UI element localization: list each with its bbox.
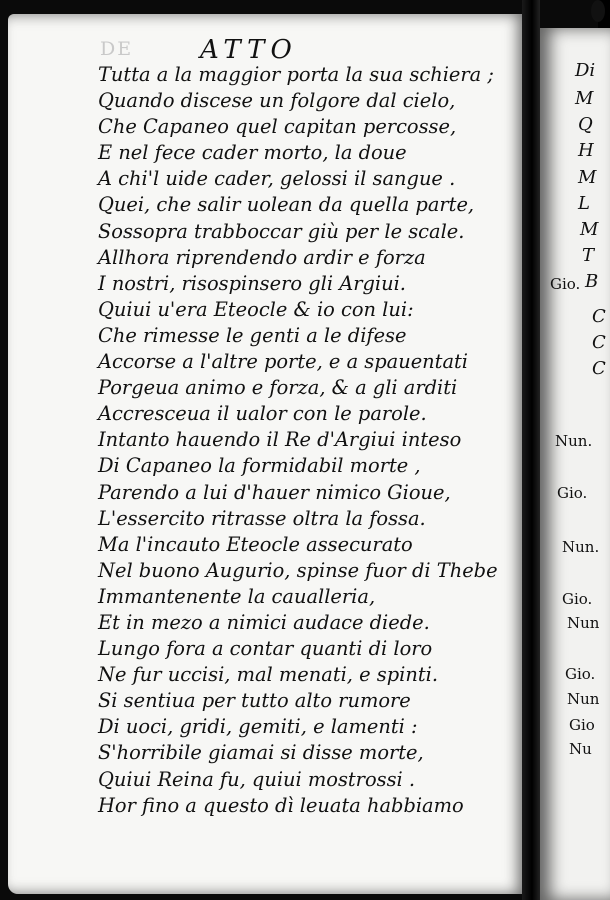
verse-line: Che Capaneo quel capitan percosse,: [98, 115, 457, 139]
facing-line-start: T: [582, 245, 595, 266]
verse-line: Intanto hauendo il Re d'Argiui inteso: [98, 428, 462, 452]
verse-line: Nel buono Augurio, spinse fuor di Thebe: [98, 558, 498, 582]
ink-spot: [591, 0, 605, 22]
verse-line: Et in mezo a nimici audace diede.: [98, 610, 430, 634]
verse-line: Si sentiua per tutto alto rumore: [98, 689, 411, 713]
speaker-label: Nun.: [555, 432, 593, 450]
speaker-label: Gio.: [550, 275, 581, 293]
verse-line: Quiui u'era Eteocle & io con lui:: [98, 297, 414, 321]
verse-line: Allhora riprendendo ardir e forza: [98, 245, 426, 269]
facing-line-start: B: [585, 271, 599, 292]
verse-line: S'horribile giamai si disse morte,: [98, 741, 424, 765]
verse-line: Ne fur uccisi, mal menati, e spinti.: [98, 663, 438, 687]
verse-line: Ma l'incauto Eteocle assecurato: [98, 532, 413, 556]
verse-line: Che rimesse le genti a le difese: [98, 323, 407, 347]
verse-line: Quei, che salir uolean da quella parte,: [98, 193, 475, 217]
facing-line-start: M: [580, 219, 599, 240]
verse-line: Lungo fora a contar quanti di loro: [98, 637, 433, 661]
verse-line: Di Capaneo la formidabil morte ,: [98, 454, 421, 478]
facing-line-start: Q: [578, 114, 593, 135]
speaker-label: Gio.: [565, 665, 596, 683]
facing-line-start: L: [578, 193, 590, 214]
verse-line: I nostri, risospinsero gli Argiui.: [98, 271, 406, 295]
verse-line: Sossopra trabboccar giù per le scale.: [98, 219, 465, 243]
verse-line: Di uoci, gridi, gemiti, e lamenti :: [98, 715, 418, 739]
facing-line-start: Di: [575, 60, 596, 81]
verse-line: Accresceua il ualor con le parole.: [98, 402, 427, 426]
speaker-label: Nun: [567, 690, 600, 708]
running-head: ATTO: [200, 35, 298, 65]
facing-line-start: M: [578, 167, 597, 188]
speaker-label: Nun.: [562, 538, 600, 556]
verse-line: A chi'l uide cader, gelossi il sangue .: [98, 167, 456, 191]
facing-line-start: C: [592, 332, 606, 353]
speaker-label: Gio.: [562, 590, 593, 608]
verse-line: Tutta a la maggior porta la sua schiera ;: [98, 63, 494, 86]
verse-line: Parendo a lui d'hauer nimico Gioue,: [98, 480, 451, 504]
right-page: [540, 28, 610, 900]
speaker-label: Nun: [567, 614, 600, 632]
bleed-through-text: DE: [100, 38, 134, 60]
verse-block: [98, 62, 528, 819]
facing-line-start: H: [578, 140, 594, 161]
verse-line: Immantenente la caualleria,: [98, 584, 376, 608]
verse-line: E nel fece cader morto, la doue: [98, 141, 407, 165]
facing-line-start: C: [592, 358, 606, 379]
speaker-label: Gio.: [557, 484, 588, 502]
verse-line: Porgeua animo e forza, & a gli arditi: [98, 376, 458, 400]
speaker-label: Gio: [569, 716, 595, 734]
verse-line: Quando discese un folgore dal cielo,: [98, 89, 456, 113]
verse-line: Hor fino a questo dì leuata habbiamo: [98, 793, 464, 817]
verse-line: Accorse a l'altre porte, e a spauentati: [98, 350, 469, 374]
verse-line: L'essercito ritrasse oltra la fossa.: [98, 506, 426, 530]
facing-line-start: C: [592, 306, 606, 327]
verse-line: Quiui Reina fu, quiui mostrossi .: [98, 767, 416, 791]
speaker-label: Nu: [569, 740, 592, 758]
facing-line-start: M: [575, 88, 594, 109]
